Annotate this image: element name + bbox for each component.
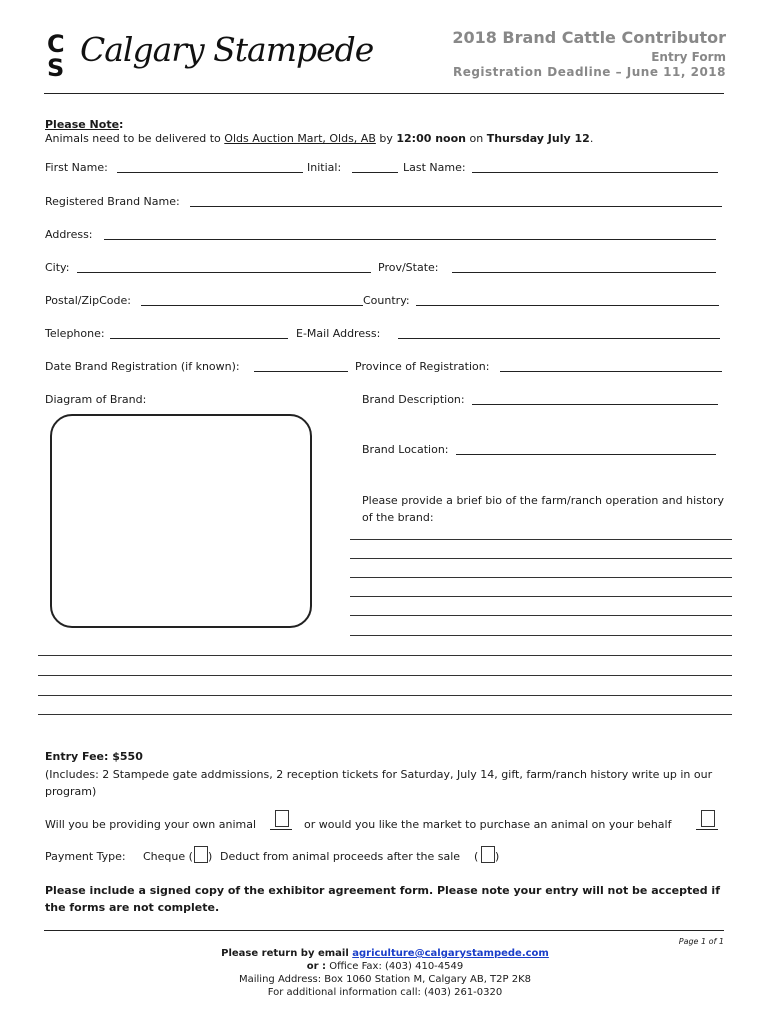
own-animal-underline [270,819,292,830]
cheque-option-label: Cheque ( [143,850,193,863]
header-divider [44,93,724,94]
country-label: Country: [363,294,410,307]
registration-deadline: Registration Deadline – June 11, 2018 [452,65,726,79]
telephone-label: Telephone: [45,327,105,340]
entry-fee-heading: Entry Fee: $550 [45,750,143,763]
last-name-label: Last Name: [403,161,466,174]
bio-line[interactable] [38,675,732,676]
brand-description-label: Brand Description: [362,393,465,406]
footer-mailing-address: Mailing Address: Box 1060 Station M, Calgary AB, T2P 2K8 [238,974,532,985]
form-title: 2018 Brand Cattle Contributor [452,28,726,47]
date-brand-registration-label: Date Brand Registration (if known): [45,360,240,373]
initial-field[interactable] [352,162,398,173]
diagram-of-brand-label: Diagram of Brand: [45,393,147,406]
bio-line[interactable] [350,558,732,559]
calgary-stampede-cs-logo [44,30,74,78]
submission-warning: Please include a signed copy of the exhibitor agreement form. Please note your entry will not be accepted if the forms are not complete. [45,884,720,914]
footer-fax-line: or : Office Fax: (403) 410-4549 [306,961,464,972]
purchase-animal-question: or would you like the market to purchase an animal on your behalf [304,818,672,831]
brand-description-field[interactable] [472,394,718,405]
page-number: Page 1 of 1 [678,937,724,946]
first-name-label: First Name: [45,161,108,174]
cheque-paren-close: ) [208,850,213,863]
brand-location-field[interactable] [456,444,716,455]
agriculture-email-link[interactable]: agriculture@calgarystampede.com [352,948,549,959]
brand-location-label: Brand Location: [362,443,449,456]
email-field[interactable] [398,328,720,339]
registered-brand-name-field[interactable] [190,196,722,207]
registered-brand-name-label: Registered Brand Name: [45,195,180,208]
bio-line[interactable] [38,714,732,715]
note-text: Animals need to be delivered to Olds Auction Mart, Olds, AB by 12:00 noon on Thursday July 12. [45,132,594,145]
bio-line[interactable] [350,615,732,616]
purchase-animal-underline [696,819,718,830]
province-registration-label: Province of Registration: [355,360,490,373]
bio-line[interactable] [350,635,732,636]
deduct-option-label: Deduct from animal proceeds after the sale [220,850,461,863]
cheque-checkbox[interactable] [194,846,208,863]
svg-text:S: S [47,54,65,78]
initial-label: Initial: [307,161,342,174]
province-registration-field[interactable] [500,361,722,372]
email-label: E-Mail Address: [296,327,381,340]
note-heading: Please Note: [45,118,124,131]
deduct-paren-open: ( [474,850,479,863]
first-name-field[interactable] [117,162,303,173]
telephone-field[interactable] [110,328,288,339]
form-subtitle: Entry Form [651,50,726,64]
bio-line[interactable] [350,539,732,540]
bio-line[interactable] [38,695,732,696]
country-field[interactable] [416,295,719,306]
deduct-paren-close: ) [495,850,500,863]
bio-line[interactable] [350,577,732,578]
footer-return-line: Please return by email agriculture@calgarystampede.com [221,948,549,959]
last-name-field[interactable] [472,162,718,173]
footer-info-phone: For additional information call: (403) 261-0320 [267,987,503,998]
city-label: City: [45,261,70,274]
entry-fee-includes: (Includes: 2 Stampede gate addmissions, 2 reception tickets for Saturday, July 14, gift, farm/ranch history write up in our program) [45,768,713,798]
calgary-stampede-logo-text: Calgary Stampede [80,30,374,69]
date-brand-registration-field[interactable] [254,361,348,372]
postal-field[interactable] [141,295,363,306]
postal-label: Postal/ZipCode: [45,294,131,307]
brand-diagram-box[interactable] [50,414,312,628]
deduct-checkbox[interactable] [481,846,495,863]
address-label: Address: [45,228,93,241]
address-field[interactable] [104,229,716,240]
bio-prompt: Please provide a brief bio of the farm/ranch operation and history of the brand: [362,494,724,524]
bio-line[interactable] [350,596,732,597]
svg-text:C: C [47,30,65,58]
prov-state-field[interactable] [452,262,716,273]
prov-state-label: Prov/State: [378,261,439,274]
city-field[interactable] [77,262,371,273]
bio-line[interactable] [38,655,732,656]
footer-divider [44,930,724,931]
payment-type-label: Payment Type: [45,850,126,863]
own-animal-question: Will you be providing your own animal [45,818,257,831]
